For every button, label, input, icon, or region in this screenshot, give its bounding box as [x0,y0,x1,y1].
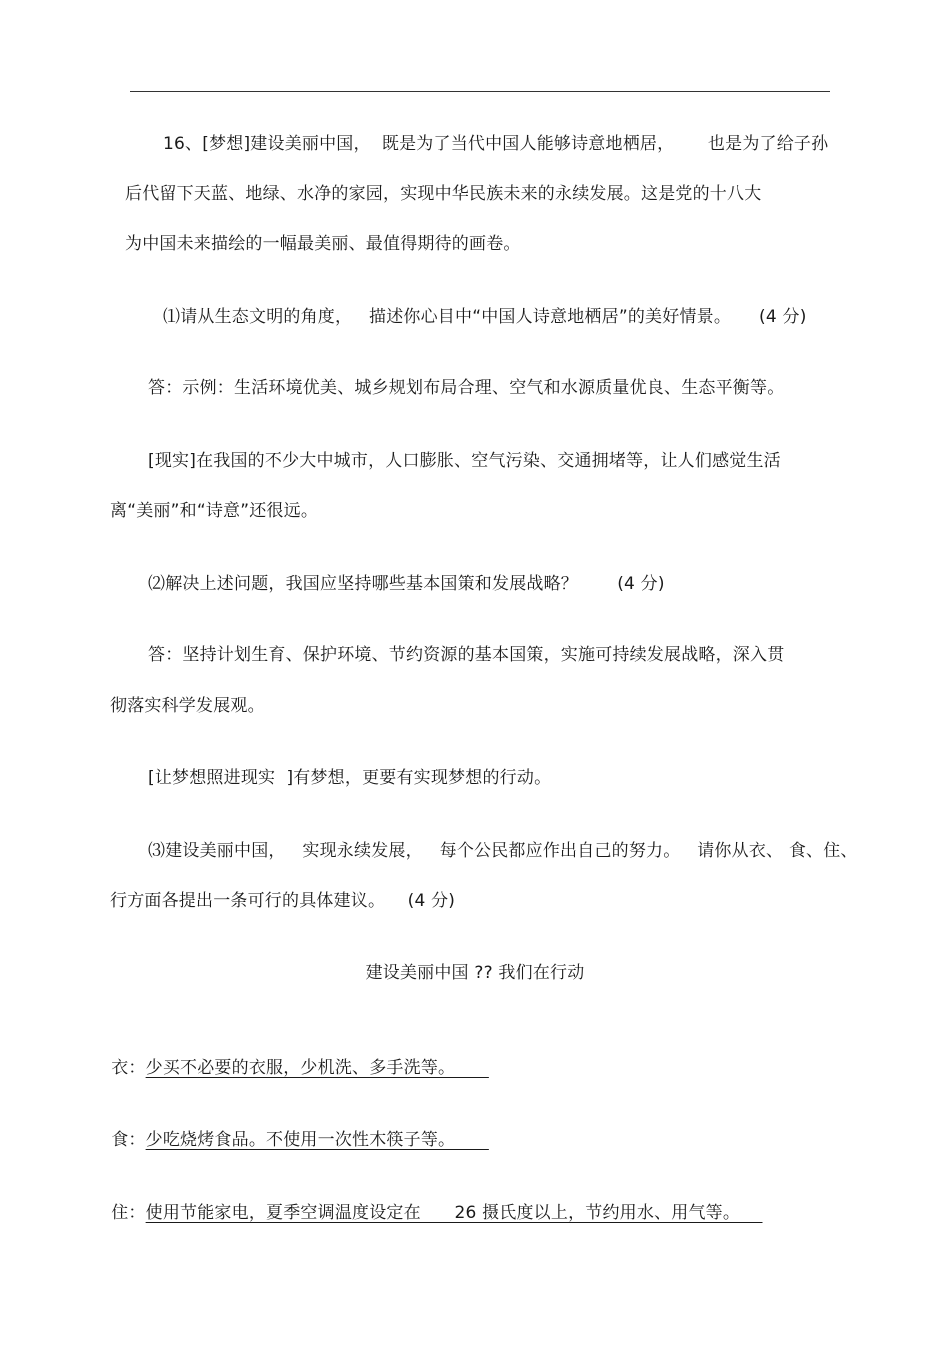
q16-intro-line2: 后代留下天蓝、地绿、水净的家园，实现中华民族未来的永续发展。这是党的十八大 [125,184,762,204]
clothing-label: 衣： [111,1058,146,1078]
food-answer: 少吃烧烤食品。不使用一次性木筷子等。 [145,1130,489,1150]
housing-answer: 使用节能家电，夏季空调温度设定在 26 摄氏度以上，节约用水、用气等。 [145,1203,763,1223]
dream-reality-heading: [让梦想照进现实 ]有梦想，更要有实现梦想的行动。 [148,768,552,788]
housing-label: 住： [111,1203,146,1223]
part1-answer: 答：示例：生活环境优美、城乡规划布局合理、空气和水源质量优良、生态平衡等。 [148,378,785,398]
part2-question: ⑵解决上述问题，我国应坚持哪些基本国策和发展战略？ (4 分) [148,574,665,594]
q16-intro-line1: 16、[梦想]建设美丽中国， 既是为了当代中国人能够诗意地栖居， 也是为了给子孙 [163,134,829,154]
food-label: 食： [111,1130,146,1150]
reality-line2: 离“美丽”和“诗意”还很远。 [110,501,319,521]
action-title: 建设美丽中国 ?? 我们在行动 [365,963,585,983]
part3-question-line1: ⑶建设美丽中国， 实现永续发展， 每个公民都应作出自己的努力。 请你从衣、 食、住、 [148,841,858,861]
part3-question-line2: 行方面各提出一条可行的具体建议。 (4 分) [110,891,456,911]
clothing-answer: 少买不必要的衣服，少机洗、多手洗等。 [145,1058,489,1078]
clothing-row [100,1035,489,1079]
part2-answer-line2: 彻落实科学发展观。 [110,696,265,716]
header-rule [130,91,830,92]
food-row [100,1107,489,1151]
housing-row [100,1180,763,1224]
reality-line1: [现实]在我国的不少大中城市，人口膨胀、空气污染、交通拥堵等，让人们感觉生活 [148,451,781,471]
part1-question: ⑴请从生态文明的角度， 描述你心目中“中国人诗意地栖居”的美好情景。 (4 分) [163,307,807,327]
part2-answer-line1: 答：坚持计划生育、保护环境、节约资源的基本国策，实施可持续发展战略，深入贯 [148,645,785,665]
q16-intro-line3: 为中国未来描绘的一幅最美丽、最值得期待的画卷。 [125,234,521,254]
